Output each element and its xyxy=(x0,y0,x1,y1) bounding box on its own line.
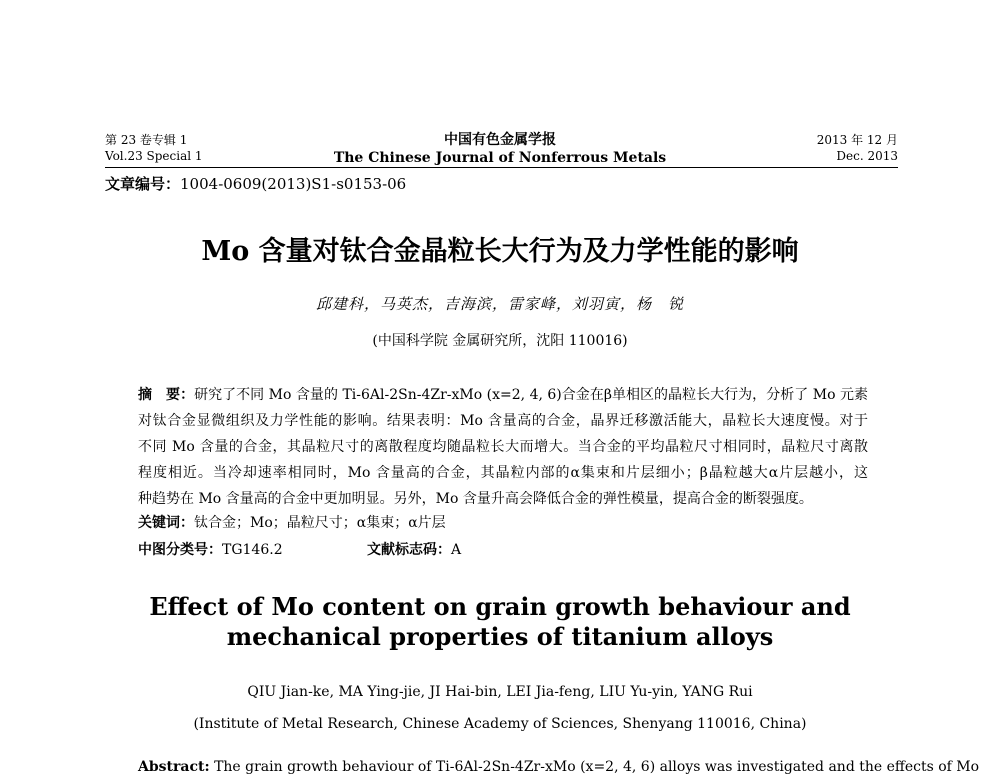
authors-en: QIU Jian-ke, MA Ying-jie, JI Hai-bin, LEI Jia-feng, LIU Yu-yin, YANG Rui xyxy=(247,684,753,700)
header-journal-en: The Chinese Journal of Nonferrous Metals xyxy=(333,150,667,166)
abstract-cn-line: 程度相近。当冷却速率相同时，Mo 含量高的合金，其晶粒内部的α集束和片层细小；β晶粒越大α片层越小，这 xyxy=(138,465,868,481)
article-number-value: 1004-0609(2013)S1-s0153-06 xyxy=(180,175,407,193)
abstract-cn-line: 种趋势在 Mo 含量高的合金中更加明显。另外，Mo 含量升高会降低合金的弹性模量，提高合金的断裂强度。 xyxy=(138,491,813,507)
doc-code-label: 文献标志码： xyxy=(367,542,451,558)
title-en-line2: mechanical properties of titanium alloys xyxy=(226,622,774,651)
keywords-cn-value: 钛合金；Mo；晶粒尺寸；α集束；α片层 xyxy=(194,515,446,531)
title-en-line1: Effect of Mo content on grain growth behaviour and xyxy=(149,592,851,621)
clc-label: 中图分类号： xyxy=(138,542,222,558)
title-cn: Mo 含量对钛合金晶粒长大行为及力学性能的影响 xyxy=(201,236,799,267)
abstract-cn xyxy=(138,382,868,512)
classification xyxy=(138,539,461,559)
abstract-cn-label: 摘 要： xyxy=(138,387,195,403)
abstract-cn-line: 摘 要：研究了不同 Mo 含量的 Ti-6Al-2Sn-4Zr-xMo (x=2, 4, 6)合金在β单相区的晶粒长大行为，分析了 Mo 元素 xyxy=(138,387,868,403)
affiliation-en: (Institute of Metal Research, Chinese Academy of Sciences, Shenyang 110016, China) xyxy=(193,716,807,732)
authors-cn: 邱建科，马英杰，吉海滨，雷家峰，刘羽寅，杨 锐 xyxy=(315,295,684,313)
abstract-cn-line: 不同 Mo 含量的合金，其晶粒尺寸的离散程度均随晶粒长大而增大。当合金的平均晶粒尺寸相同时，晶粒尺寸离散 xyxy=(138,439,868,455)
abstract-en-text: The grain growth behaviour of Ti-6Al-2Sn-4Zr-xMo (x=2, 4, 6) alloys was investigated and the effects of Mo xyxy=(214,759,980,775)
affiliation-cn: (中国科学院 金属研究所，沈阳 110016) xyxy=(372,333,628,349)
abstract-cn-line: 对钛合金显微组织及力学性能的影响。结果表明：Mo 含量高的合金，晶界迁移激活能大，晶粒长大速度慢。对于 xyxy=(138,413,868,429)
keywords-cn xyxy=(138,512,446,532)
title-en xyxy=(0,592,1000,652)
clc-value: TG146.2 xyxy=(222,542,283,558)
header-date-cn: 2013 年 12 月 xyxy=(816,133,898,147)
header-volume-cn: 第 23 卷专辑 1 xyxy=(105,133,188,147)
header-volume-en: Vol.23 Special 1 xyxy=(105,149,203,163)
article-number xyxy=(105,173,406,194)
header-journal-cn: 中国有色金属学报 xyxy=(444,132,556,148)
abstract-en xyxy=(138,759,980,775)
header-date-en: Dec. 2013 xyxy=(836,149,898,163)
abstract-en-label: Abstract: xyxy=(138,759,210,775)
header-rule xyxy=(105,167,898,168)
article-number-label: 文章编号： xyxy=(105,175,181,193)
keywords-cn-label: 关键词： xyxy=(138,515,194,531)
doc-code-value: A xyxy=(451,542,462,558)
